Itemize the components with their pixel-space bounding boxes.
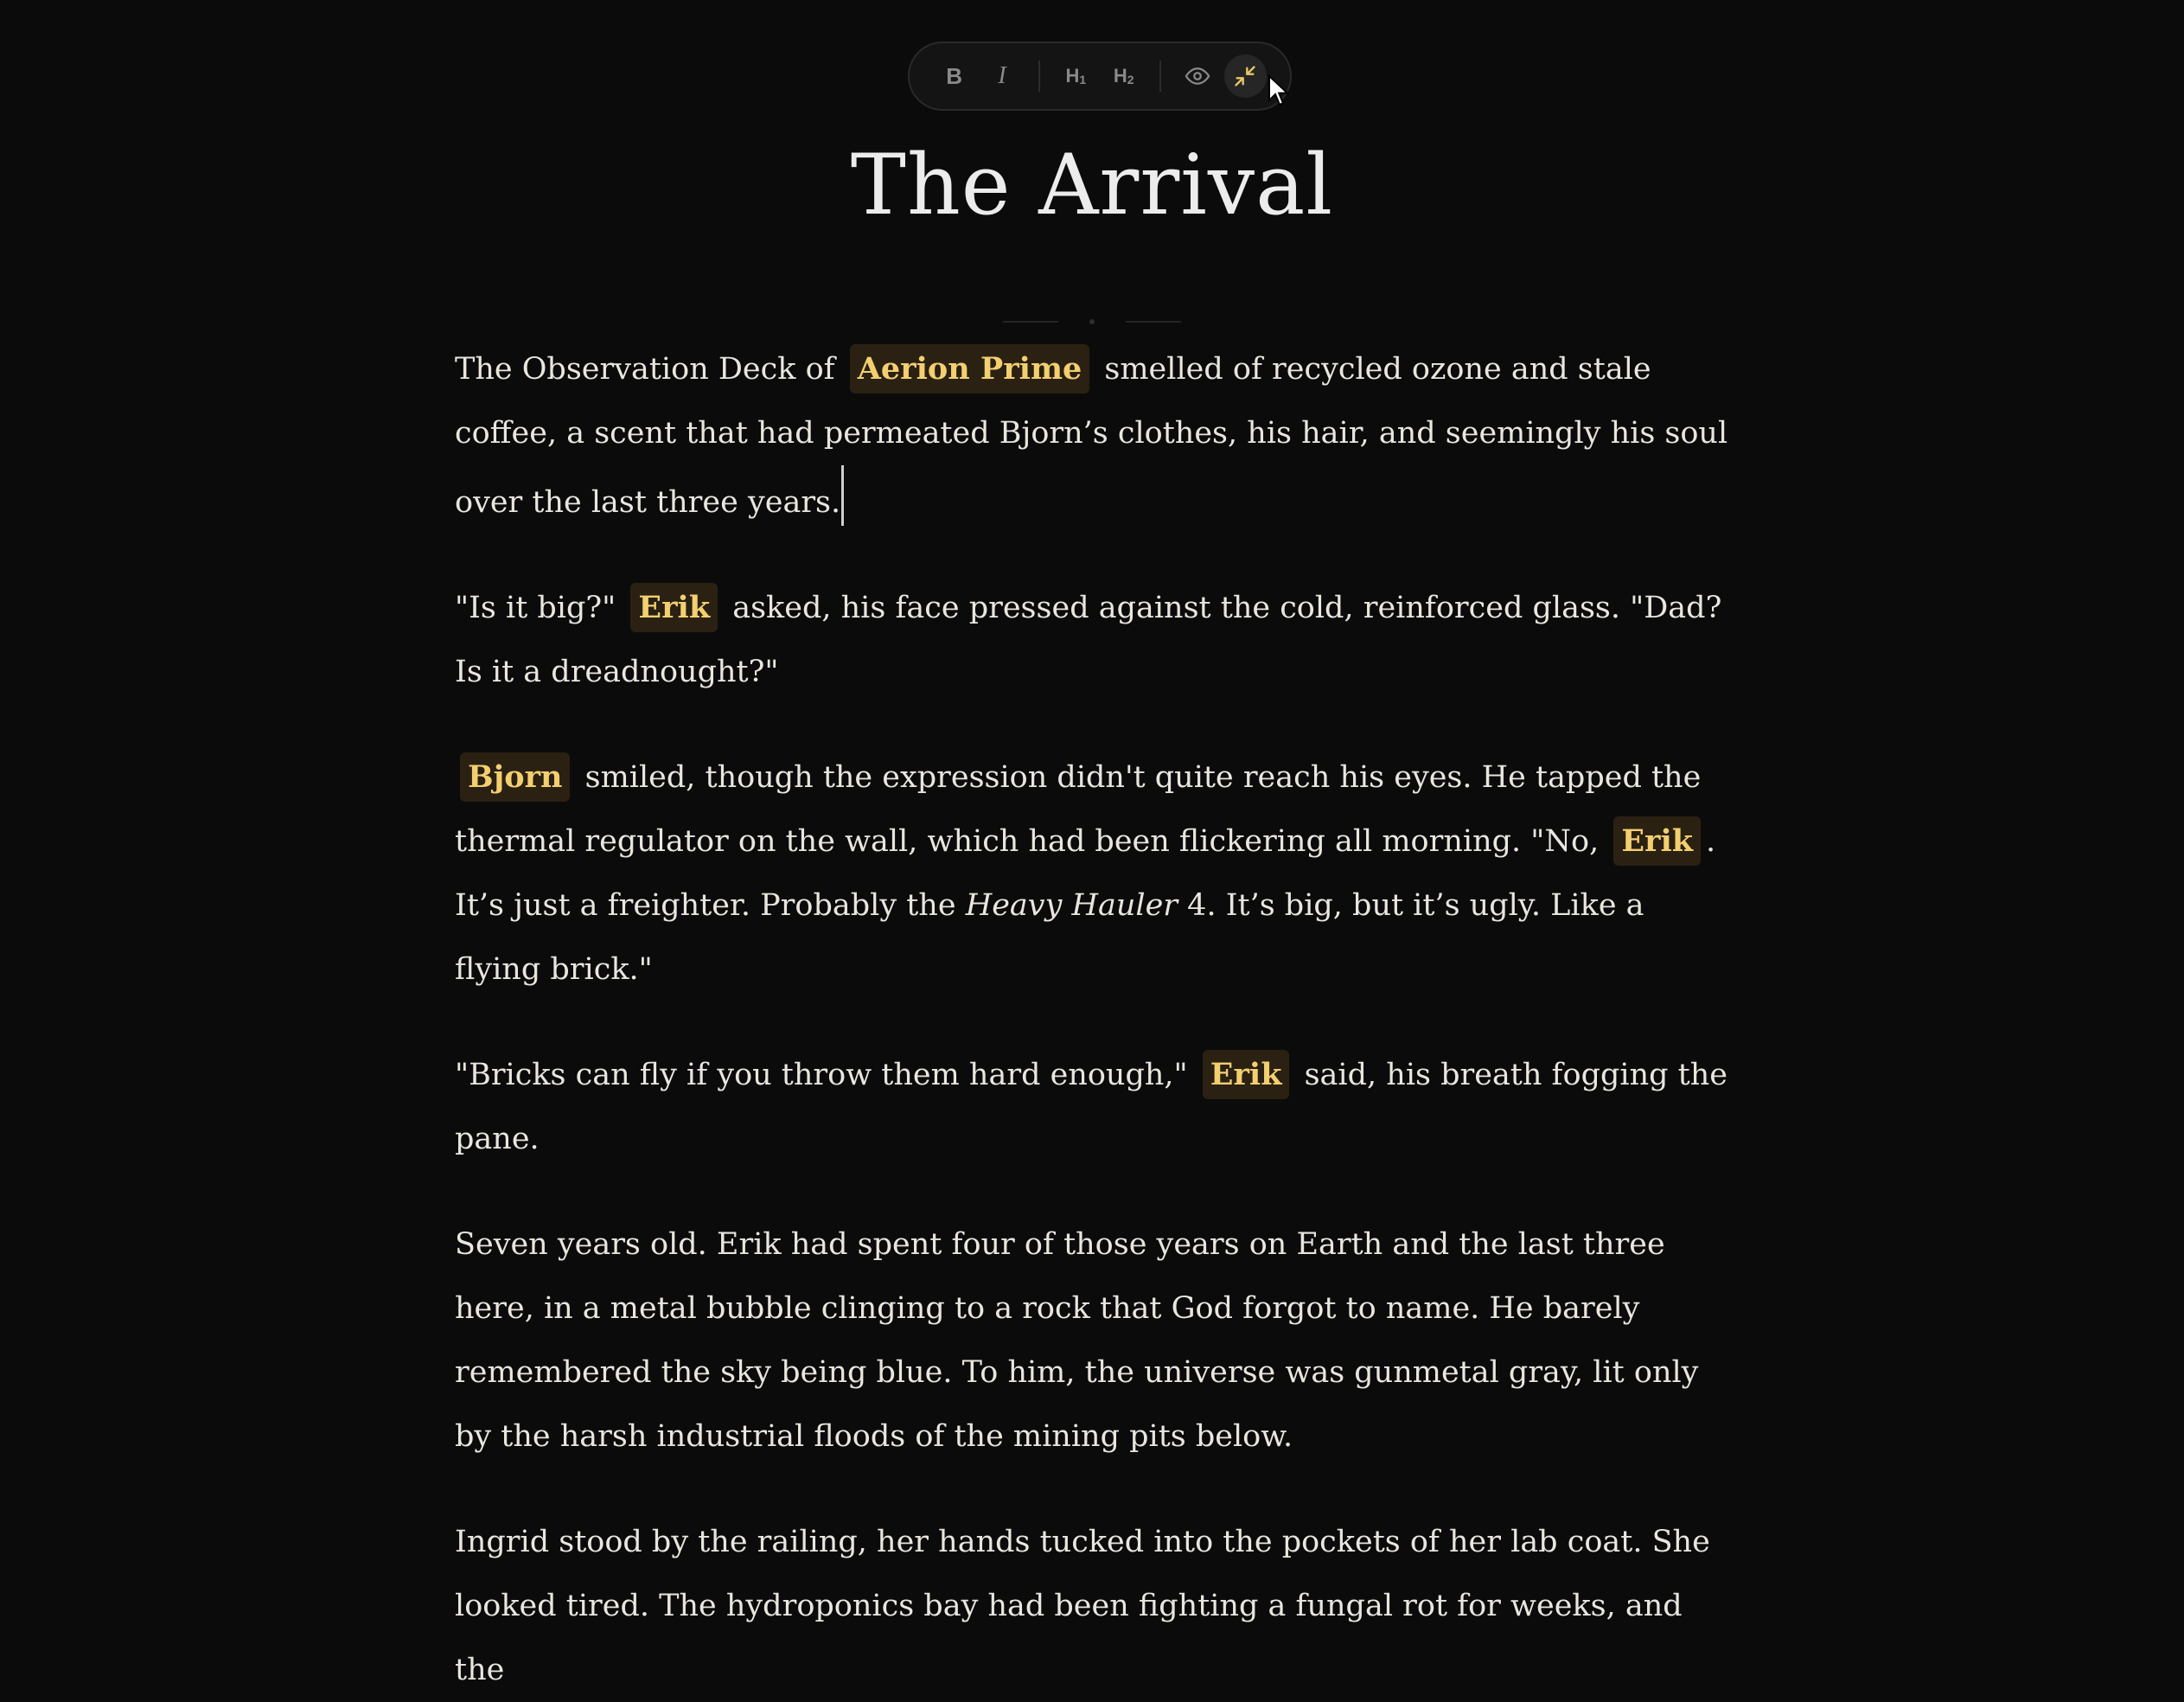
- paragraph[interactable]: Seven years old. Erik had spent four of those years on Earth and the last three here, in a metal bubble clinging to a rock that God forgot to name. He barely remembered the sky being blue. To him, the universe was gunmetal gray, lit only by the harsh industrial floods of the mining pits below.: [455, 1227, 1699, 1454]
- italic-icon: I: [998, 62, 1006, 89]
- bold-button[interactable]: [933, 54, 975, 98]
- paragraph[interactable]: "Is it big?" Erik asked, his face pressed against the cold, reinforced glass. "Dad? Is it a dreadnought?": [455, 576, 1734, 704]
- toolbar-divider: [1038, 61, 1040, 92]
- minimize-icon: [1233, 64, 1257, 88]
- italic-button[interactable]: [980, 54, 1023, 98]
- editor-body[interactable]: [455, 337, 1734, 1687]
- entity-tag[interactable]: Bjorn: [460, 752, 570, 802]
- heading-2-button[interactable]: [1102, 54, 1145, 98]
- entity-tag[interactable]: Erik: [630, 583, 718, 632]
- document-title[interactable]: The Arrival: [850, 137, 1334, 234]
- mouse-pointer-icon: [1268, 74, 1290, 107]
- text-caret: [841, 465, 844, 526]
- heading-1-button[interactable]: [1055, 54, 1097, 98]
- exit-focus-button[interactable]: [1224, 54, 1267, 98]
- entity-tag[interactable]: Erik: [1203, 1050, 1290, 1099]
- paragraph[interactable]: Bjorn smiled, though the expression didn't quite reach his eyes. He tapped the thermal regulator on the wall, which had been flickering all morning. "No, Erik . It’s just a freighter. Probably the Heavy Hauler 4. It’s big, but it’s ugly. Like a flying brick.": [455, 745, 1734, 1001]
- preview-button[interactable]: [1176, 54, 1218, 98]
- bold-icon: B: [946, 62, 963, 89]
- paragraph[interactable]: "Bricks can fly if you throw them hard enough," Erik said, his breath fogging the pane.: [455, 1043, 1734, 1171]
- paragraph[interactable]: Ingrid stood by the railing, her hands tucked into the pockets of her lab coat. She looked tired. The hydroponics bay had been fighting a fungal rot for weeks, and the: [455, 1525, 1710, 1687]
- entity-tag[interactable]: Aerion Prime: [850, 344, 1090, 394]
- heading-2-icon: $H_2$: [1113, 65, 1134, 86]
- title-divider-ornament: [1003, 318, 1181, 325]
- toolbar-divider: [1159, 61, 1161, 92]
- heading-1-icon: $H_1$: [1065, 65, 1087, 86]
- italic-text: Heavy Hauler: [965, 888, 1178, 923]
- eye-icon: [1185, 63, 1210, 89]
- entity-tag[interactable]: Erik: [1613, 816, 1701, 866]
- paragraph[interactable]: The Observation Deck of Aerion Prime smelled of recycled ozone and stale coffee, a scent that had permeated Bjorn’s clothes, his hair, and seemingly his soul over the last three years.: [455, 337, 1734, 534]
- formatting-toolbar: [908, 42, 1292, 111]
